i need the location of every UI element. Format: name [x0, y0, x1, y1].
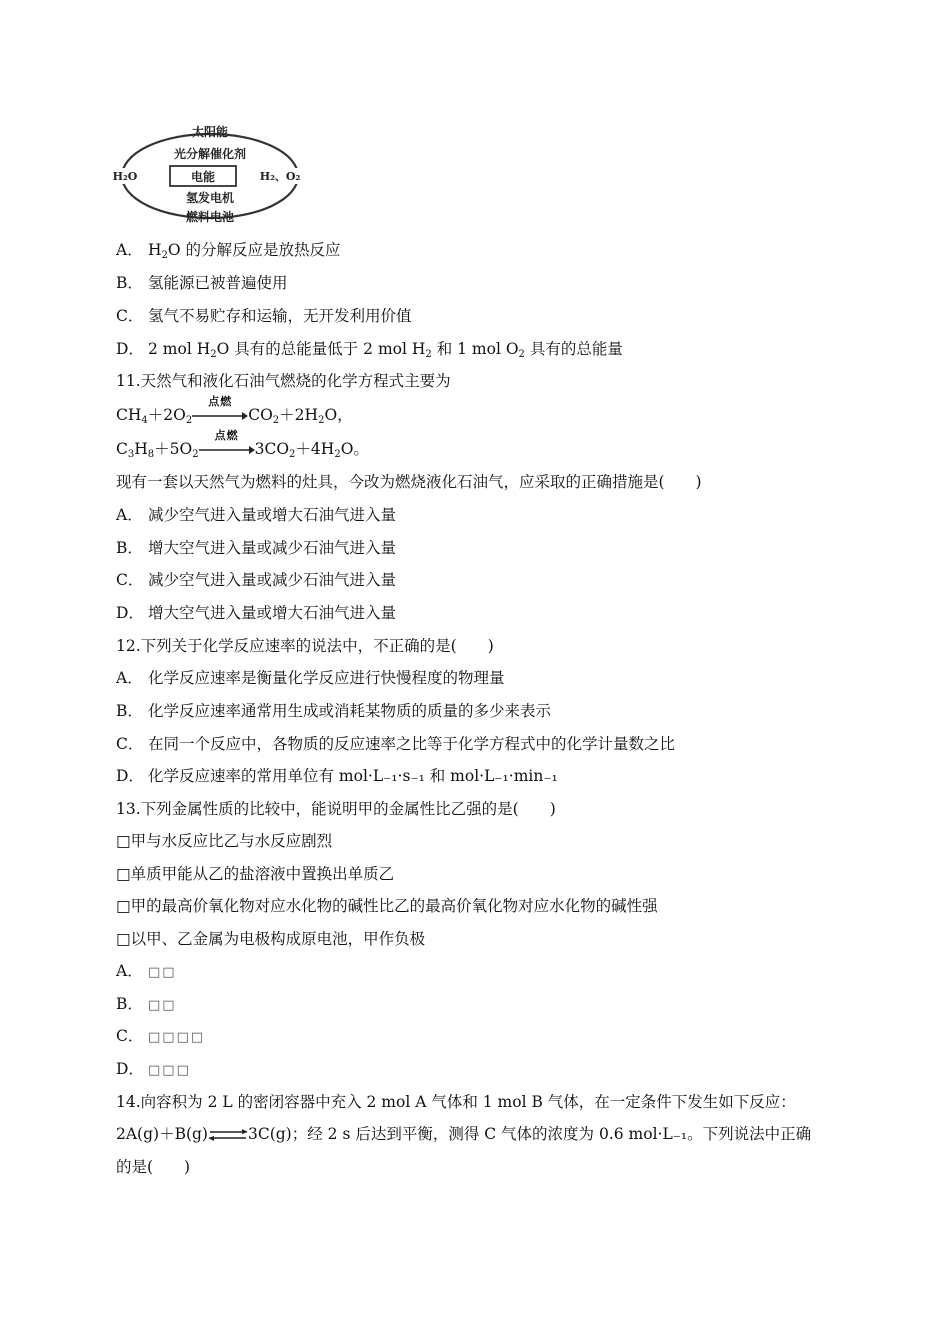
q13-option-b: B． □□ [116, 995, 177, 1013]
q13-stem: 13.下列金属性质的比较中，能说明甲的金属性比乙强的是( ) [116, 800, 556, 818]
q12-option-d: D． 化学反应速率的常用单位有 mol·L₋₁·s₋₁ 和 mol·L₋₁·min₋₁ [116, 767, 558, 785]
q13-item-4: □以甲、乙金属为电极构成原电池，甲作负极 [116, 930, 426, 948]
q11-option-b: B． 增大空气进入量或减少石油气进入量 [116, 539, 397, 557]
q11-option-c: C． 减少空气进入量或减少石油气进入量 [116, 571, 397, 589]
diagram-bottom-label: 燃料电池 [185, 210, 235, 224]
q13-option-c: C． □□□□ [116, 1027, 206, 1045]
q10-option-c: C． 氢气不易贮存和运输，无开发利用价值 [116, 307, 412, 325]
reaction-arrow: 点燃 [199, 440, 255, 460]
q14-line-2: 2A(g)＋B(g) 3C(g)；经 2 s 后达到平衡，测得 C 气体的浓度为 0.6 mol·L₋₁。下列说法中正确 [116, 1125, 812, 1143]
arrow-icon [199, 445, 255, 455]
arrow-icon [192, 411, 248, 421]
q11-stem: 11.天然气和液化石油气燃烧的化学方程式主要为 [116, 372, 451, 390]
q10-option-b: B． 氢能源已被普遍使用 [116, 274, 288, 292]
q11-question: 现有一套以天然气为燃料的灶具，今改为燃烧液化石油气，应采取的正确措施是( ) [116, 473, 702, 491]
q12-option-b: B． 化学反应速率通常用生成或消耗某物质的质量的多少来表示 [116, 702, 552, 720]
diagram-top-label: 太阳能 [191, 125, 229, 139]
q13-item-3: □甲的最高价氧化物对应水化物的碱性比乙的最高价氧化物对应水化物的碱性强 [116, 897, 658, 915]
diagram-center: 电能 [190, 170, 216, 184]
q11-equation-2: $C_3H_8+5O_2$ 点燃 $3CO_2+4H_2O$。 [116, 429, 369, 460]
q13-item-1: □甲与水反应比乙与水反应剧烈 [116, 832, 333, 850]
q11-equation-1: $CH_4+2O_2$ 点燃 $CO_2+2H_2O$， [116, 395, 353, 426]
q13-item-2: □单质甲能从乙的盐溶液中置换出单质乙 [116, 865, 395, 883]
q13-option-d: D． □□□ [116, 1060, 191, 1078]
q10-option-d: D． 2 mol $H_2O$ 具有的总能量低于 2 mol $H_2$ 和 1 mol $O_2$ 具有的总能量 [116, 340, 623, 360]
q12-option-c: C． 在同一个反应中，各物质的反应速率之比等于化学方程式中的化学计量数之比 [116, 735, 676, 753]
reaction-arrow: 点燃 [192, 406, 248, 426]
q11-option-a: A． 减少空气进入量或增大石油气进入量 [116, 506, 397, 524]
diagram-inner-bottom: 氢发电机 [185, 191, 235, 205]
q10-option-a: A． $H_2O$ 的分解反应是放热反应 [116, 241, 341, 261]
q13-option-a: A． □□ [116, 962, 177, 980]
diagram-right: H₂、O₂ [259, 170, 301, 183]
diagram-inner-top: 光分解催化剂 [173, 147, 247, 161]
q14-line-1: 14.向容积为 2 L 的密闭容器中充入 2 mol A 气体和 1 mol B 气体，在一定条件下发生如下反应： [116, 1093, 796, 1111]
q14-line-3: 的是( ) [116, 1158, 191, 1176]
hydrogen-energy-cycle-diagram [110, 122, 310, 230]
diagram-left: H₂O [112, 170, 138, 183]
q12-option-a: A． 化学反应速率是衡量化学反应进行快慢程度的物理量 [116, 669, 505, 687]
equilibrium-arrow-icon [208, 1129, 248, 1141]
q11-option-d: D． 增大空气进入量或增大石油气进入量 [116, 604, 397, 622]
q12-stem: 12.下列关于化学反应速率的说法中，不正确的是( ) [116, 637, 494, 655]
